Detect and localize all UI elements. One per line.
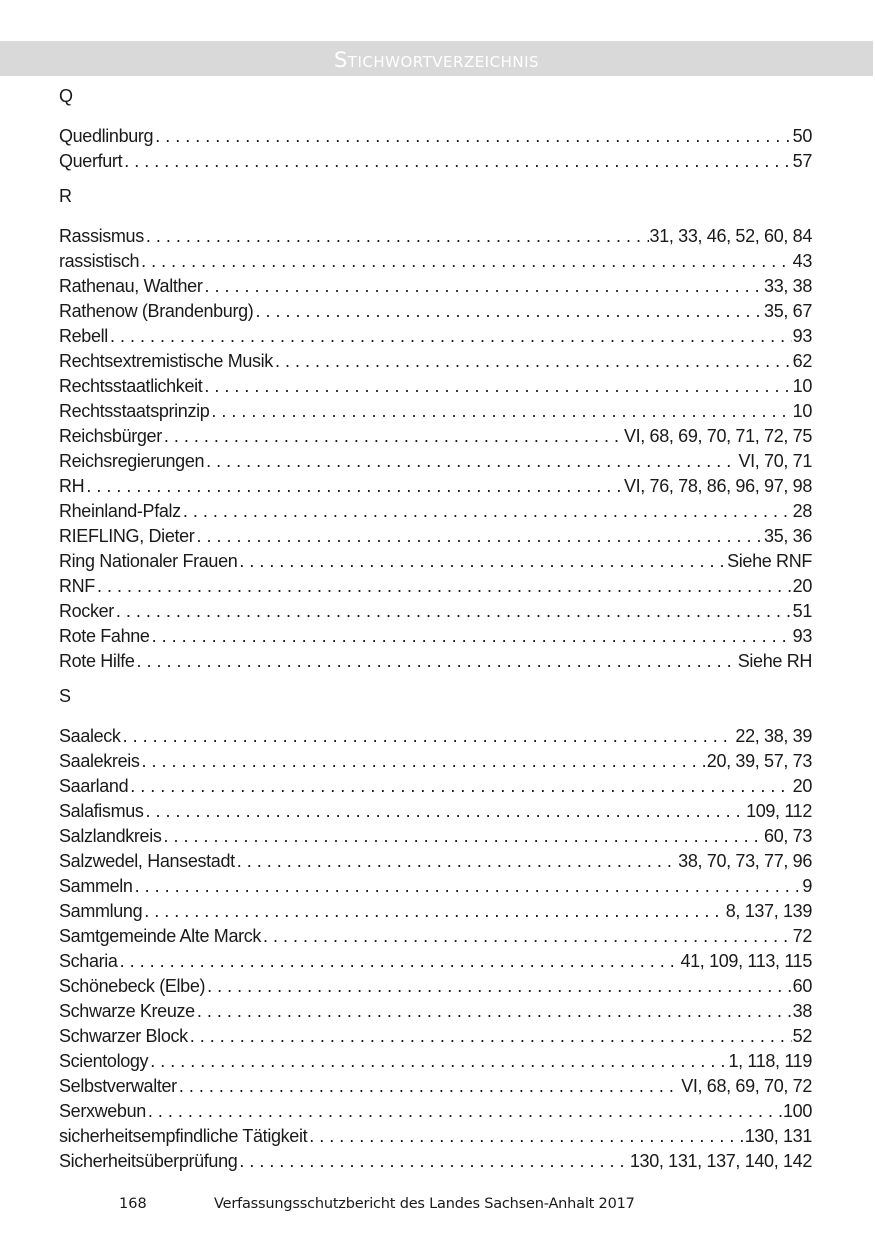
page-number: 168 [119, 1196, 147, 1212]
index-page-refs: 100 [783, 1101, 812, 1121]
footer-title: Verfassungsschutzbericht des Landes Sachsen-Anhalt 2017 [214, 1196, 635, 1212]
index-page-refs: 20 [792, 576, 812, 596]
index-page-refs: 43 [792, 251, 812, 271]
dot-leader [153, 124, 791, 149]
index-page-refs: 1, 118, 119 [728, 1051, 812, 1071]
index-page-refs: 31, 33, 46, 52, 60, 84 [649, 226, 812, 246]
dot-leader [144, 224, 649, 249]
index-entry [59, 874, 812, 899]
index-term: Saarland [59, 776, 129, 796]
index-entry [59, 399, 812, 424]
index-entry [59, 799, 812, 824]
index-entry [59, 624, 812, 649]
index-page-refs: 109, 112 [746, 801, 812, 821]
index-entry [59, 1049, 812, 1074]
index-entry [59, 1074, 812, 1099]
index-entry [59, 849, 812, 874]
index-entry [59, 824, 812, 849]
dot-leader [235, 849, 677, 874]
dot-leader [205, 974, 792, 999]
index-letter-heading: Q [59, 86, 74, 106]
section-title: Stichwortverzeichnis [333, 48, 540, 72]
dot-leader [95, 574, 792, 599]
index-term: Scientology [59, 1051, 149, 1071]
index-term: Schönebeck (Elbe) [59, 976, 206, 996]
dot-leader [195, 999, 792, 1024]
index-page-refs: 22, 38, 39 [735, 726, 812, 746]
dot-leader [128, 774, 791, 799]
index-term: Rebell [59, 326, 108, 346]
index-page-refs: 130, 131 [744, 1126, 812, 1146]
index-page-refs: 50 [792, 126, 812, 146]
index-term: rassistisch [59, 251, 140, 271]
index-page-refs: 20 [792, 776, 812, 796]
index-page-refs: 52 [792, 1026, 812, 1046]
index-page-refs: Siehe RH [737, 651, 812, 671]
keyword-index [59, 84, 812, 1174]
index-term: Rheinland-Pfalz [59, 501, 181, 521]
index-entry [59, 249, 812, 274]
index-term: Sammeln [59, 876, 133, 896]
index-entry [59, 1024, 812, 1049]
index-page-refs: 62 [792, 351, 812, 371]
index-page-refs: 93 [792, 326, 812, 346]
index-term: RNF [59, 576, 95, 596]
index-entry [59, 649, 812, 674]
dot-leader [135, 649, 737, 674]
index-term: Schwarze Kreuze [59, 1001, 195, 1021]
dot-leader [133, 874, 802, 899]
index-term: Reichsbürger [59, 426, 162, 446]
index-term: Salzwedel, Hansestadt [59, 851, 235, 871]
index-entry [59, 449, 812, 474]
index-page-refs: VI, 68, 69, 70, 71, 72, 75 [623, 426, 812, 446]
index-term: Saalekreis [59, 751, 140, 771]
dot-leader [142, 899, 725, 924]
index-page-refs: 35, 36 [764, 526, 812, 546]
index-entry [59, 374, 812, 399]
index-page-refs: 35, 67 [764, 301, 812, 321]
index-entry [59, 324, 812, 349]
dot-leader [146, 1099, 782, 1124]
index-entry [59, 574, 812, 599]
index-entry [59, 774, 812, 799]
dot-leader [139, 249, 792, 274]
index-page-refs: 20, 39, 57, 73 [706, 751, 812, 771]
spacer [59, 209, 812, 224]
dot-leader [194, 524, 763, 549]
index-entry [59, 349, 812, 374]
index-entry [59, 724, 812, 749]
index-entry [59, 224, 812, 249]
index-entry [59, 924, 812, 949]
index-entry [59, 424, 812, 449]
index-entry [59, 1124, 812, 1149]
index-term: Rechtsextremistische Musik [59, 351, 273, 371]
index-entry [59, 899, 812, 924]
index-term: Rechtsstaatlichkeit [59, 376, 203, 396]
index-page-refs: 93 [792, 626, 812, 646]
index-entry [59, 1099, 812, 1124]
index-term: Quedlinburg [59, 126, 154, 146]
index-entry [59, 299, 812, 324]
index-entry [59, 1149, 812, 1174]
dot-leader [237, 549, 726, 574]
dot-leader [204, 449, 737, 474]
index-page-refs: 72 [792, 926, 812, 946]
index-term: Serxwebun [59, 1101, 146, 1121]
index-entry [59, 974, 812, 999]
index-page-refs: Siehe RNF [727, 551, 812, 571]
index-term: Scharia [59, 951, 118, 971]
index-page-refs: 60 [792, 976, 812, 996]
index-page-refs: 28 [792, 501, 812, 521]
index-term: Ring Nationaler Frauen [59, 551, 238, 571]
index-term: Samtgemeinde Alte Marck [59, 926, 262, 946]
index-term: Saaleck [59, 726, 121, 746]
index-term: Rathenow (Brandenburg) [59, 301, 254, 321]
index-term: Rathenau, Walther [59, 276, 203, 296]
section-header-bar [0, 41, 873, 76]
index-page-refs: 33, 38 [764, 276, 812, 296]
index-page-refs: 9 [802, 876, 812, 896]
index-entry [59, 474, 812, 499]
dot-leader [84, 474, 623, 499]
dot-leader [261, 924, 792, 949]
index-entry [59, 149, 812, 174]
dot-leader [202, 274, 763, 299]
index-term: Selbstverwalter [59, 1076, 177, 1096]
index-term: Rassismus [59, 226, 144, 246]
index-term: Salafismus [59, 801, 144, 821]
index-page-refs: 8, 137, 139 [725, 901, 812, 921]
index-page-refs: 57 [792, 151, 812, 171]
spacer [59, 109, 812, 124]
dot-leader [108, 324, 792, 349]
index-page-refs: VI, 70, 71 [738, 451, 812, 471]
dot-leader [188, 1024, 792, 1049]
dot-leader [140, 749, 706, 774]
index-page-refs: 60, 73 [764, 826, 812, 846]
dot-leader [144, 799, 746, 824]
index-entry [59, 499, 812, 524]
index-term: Querfurt [59, 151, 123, 171]
index-entry [59, 549, 812, 574]
spacer [59, 709, 812, 724]
index-page-refs: VI, 76, 78, 86, 96, 97, 98 [623, 476, 812, 496]
index-term: Reichsregierungen [59, 451, 205, 471]
index-page-refs: 10 [792, 376, 812, 396]
index-letter-heading: R [59, 186, 72, 206]
index-entry [59, 999, 812, 1024]
index-page-refs: 51 [792, 601, 812, 621]
index-term: Sicherheitsüberprüfung [59, 1151, 238, 1171]
index-term: Rechtsstaatsprinzip [59, 401, 210, 421]
index-page-refs: 38, 70, 73, 77, 96 [678, 851, 812, 871]
dot-leader [162, 824, 764, 849]
index-term: sicherheitsempfindliche Tätigkeit [59, 1126, 308, 1146]
index-page-refs: 10 [792, 401, 812, 421]
index-letter-heading: S [59, 686, 72, 706]
dot-leader [122, 149, 791, 174]
index-term: Rote Hilfe [59, 651, 135, 671]
index-entry [59, 124, 812, 149]
dot-leader [121, 724, 735, 749]
dot-leader [273, 349, 792, 374]
index-page-refs: 130, 131, 137, 140, 142 [629, 1151, 812, 1171]
index-term: Salzlandkreis [59, 826, 162, 846]
index-term: Sammlung [59, 901, 143, 921]
index-entry [59, 749, 812, 774]
index-term: RIEFLING, Dieter [59, 526, 195, 546]
index-page-refs: VI, 68, 69, 70, 72 [681, 1076, 812, 1096]
dot-leader [114, 599, 792, 624]
dot-leader [150, 624, 792, 649]
dot-leader [253, 299, 763, 324]
index-entry [59, 599, 812, 624]
index-entry [59, 524, 812, 549]
index-term: Rocker [59, 601, 114, 621]
index-entry [59, 274, 812, 299]
dot-leader [237, 1149, 628, 1174]
index-page-refs: 41, 109, 113, 115 [680, 951, 812, 971]
dot-leader [118, 949, 680, 974]
dot-leader [307, 1124, 743, 1149]
index-term: Schwarzer Block [59, 1026, 188, 1046]
index-term: RH [59, 476, 85, 496]
dot-leader [181, 499, 792, 524]
dot-leader [177, 1074, 680, 1099]
dot-leader [209, 399, 791, 424]
index-page-refs: 38 [792, 1001, 812, 1021]
index-entry [59, 949, 812, 974]
dot-leader [202, 374, 791, 399]
dot-leader [162, 424, 623, 449]
index-term: Rote Fahne [59, 626, 150, 646]
dot-leader [148, 1049, 727, 1074]
